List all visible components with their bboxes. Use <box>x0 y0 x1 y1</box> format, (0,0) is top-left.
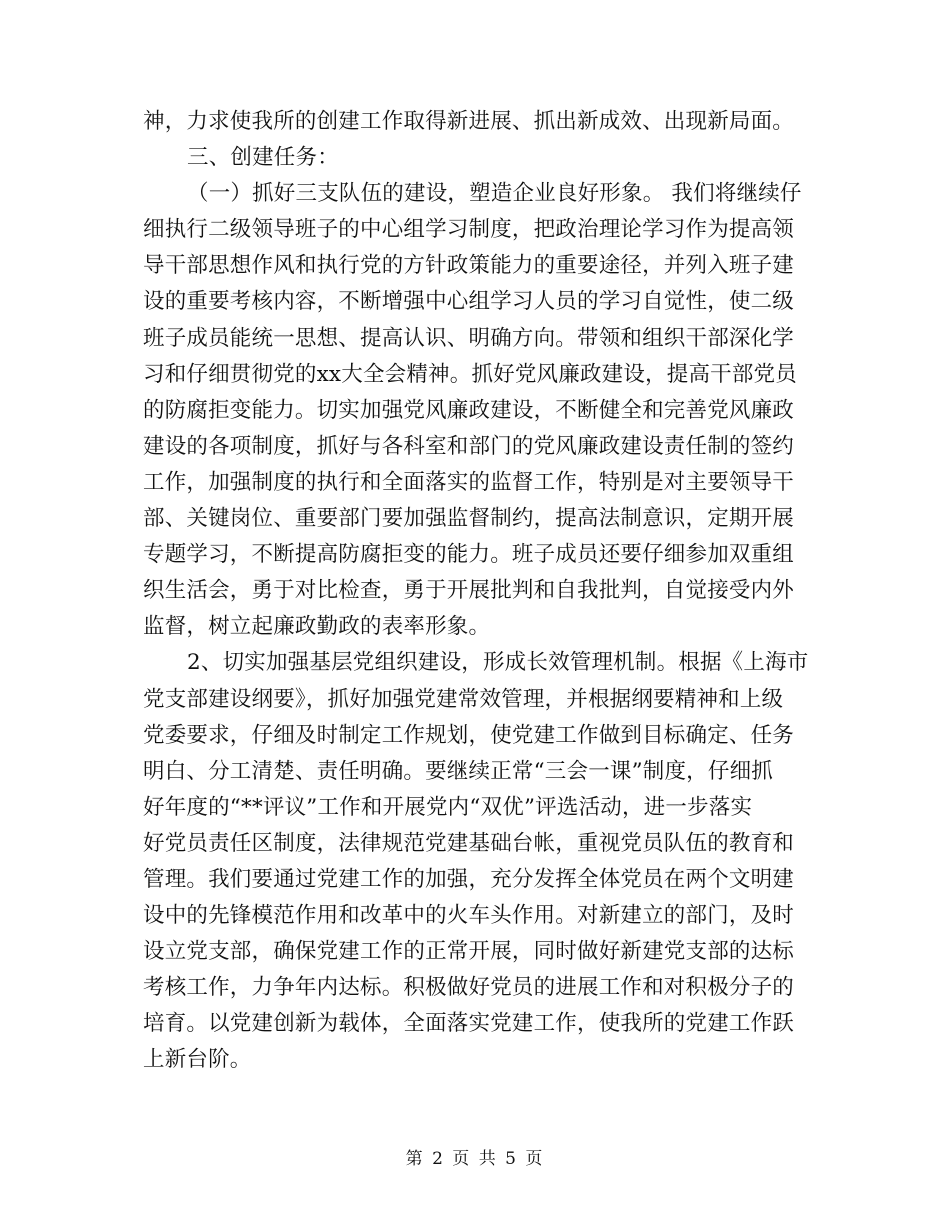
text-line: 部、关键岗位、重要部门要加强监督制约，提高法制意识，定期开展 <box>143 506 795 532</box>
text-line: 考核工作，力争年内达标。积极做好党员的进展工作和对积极分子的 <box>143 975 795 1001</box>
text-line: 导干部思想作风和执行党的方针政策能力的重要途径，并列入班子建 <box>143 253 795 279</box>
text-line: 上新台阶。 <box>143 1047 252 1073</box>
text-line: 专题学习，不断提高防腐拒变的能力。班子成员还要仔细参加双重组 <box>143 542 795 568</box>
text-line: 设的重要考核内容，不断增强中心组学习人员的学习自觉性，使二级 <box>143 289 795 315</box>
text-line: 班子成员能统一思想、提高认识、明确方向。带领和组织干部深化学 <box>143 325 795 351</box>
text-line: 监督，树立起廉政勤政的表率形象。 <box>143 614 491 640</box>
text-line: （一）抓好三支队伍的建设，塑造企业良好形象。 我们将继续仔 <box>187 181 802 207</box>
text-line: 党支部建设纲要》，抓好加强党建常效管理，并根据纲要精神和上级 <box>143 686 784 712</box>
text-line: 建设的各项制度，抓好与各科室和部门的党风廉政建设责任制的签约 <box>143 433 795 459</box>
text-line: 织生活会，勇于对比检查，勇于开展批判和自我批判，自觉接受内外 <box>143 578 795 604</box>
text-line: 习和仔细贯彻党的xx大全会精神。抓好党风廉政建设，提高干部党员 <box>143 361 797 387</box>
text-line: 的防腐拒变能力。切实加强党风廉政建设，不断健全和完善党风廉政 <box>143 397 795 423</box>
text-line: 党委要求，仔细及时制定工作规划，使党建工作做到目标确定、任务 <box>143 722 795 748</box>
body-text <box>143 104 807 1079</box>
text-line: 设立党支部，确保党建工作的正常开展，同时做好新建党支部的达标 <box>143 939 795 965</box>
text-line: 培育。以党建创新为载体，全面落实党建工作，使我所的党建工作跃 <box>143 1011 795 1037</box>
text-line: 2、切实加强基层党组织建设，形成长效管理机制。根据《上海市 <box>187 650 809 676</box>
text-line: 工作，加强制度的执行和全面落实的监督工作，特别是对主要领导干 <box>143 469 795 495</box>
text-line: 好年度的“**评议”工作和开展党内“双优”评选活动，进一步落实 <box>143 794 753 820</box>
text-line: 细执行二级领导班子的中心组学习制度，把政治理论学习作为提高领 <box>143 217 795 243</box>
text-line: 神，力求使我所的创建工作取得新进展、抓出新成效、出现新局面。 <box>143 109 795 134</box>
section-heading: 三、创建任务： <box>187 145 339 171</box>
text-line: 好党员责任区制度，法律规范党建基础台帐，重视党员队伍的教育和 <box>143 830 795 856</box>
text-line: 明白、分工清楚、责任明确。要继续正常“三会一课”制度，仔细抓 <box>143 758 773 784</box>
text-line: 设中的先锋模范作用和改革中的火车头作用。对新建立的部门，及时 <box>143 903 795 929</box>
page-number: 第 2 页 共 5 页 <box>405 1149 545 1169</box>
text-line: 管理。我们要通过党建工作的加强，充分发挥全体党员在两个文明建 <box>143 866 795 892</box>
